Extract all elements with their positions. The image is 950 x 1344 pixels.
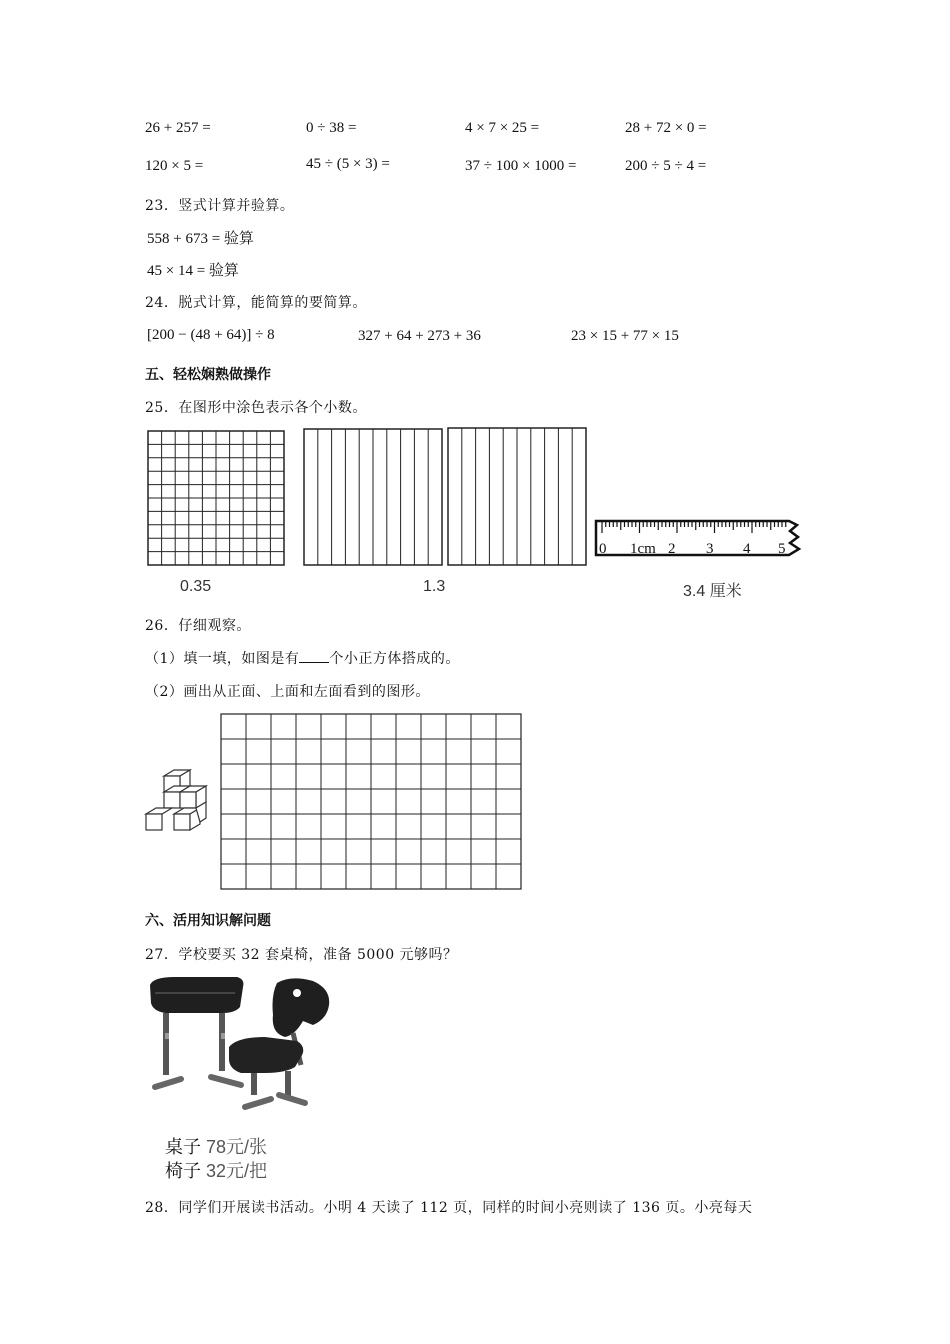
oral-calc-1-2: 0 ÷ 38 = — [306, 120, 357, 136]
oral-calc-2-1: 120 × 5 = — [145, 158, 204, 174]
label-3-4-cm: 3.4 厘米 — [683, 583, 742, 600]
ruler-tick-label-4: 4 — [743, 541, 751, 557]
ruler-tick-label-5: 5 — [778, 541, 786, 557]
tenths-strip-square-1 — [303, 428, 443, 566]
oral-calc-1-4: 28 + 72 × 0 = — [625, 120, 707, 136]
ruler-tick-label-1: 1cm — [630, 541, 656, 557]
chair-unit: 元/把 — [226, 1161, 268, 1181]
q23-item-1: 558 + 673 = 验算 — [147, 231, 254, 247]
desk-price-caption — [165, 1133, 267, 1159]
desk-price: 78 — [206, 1137, 227, 1157]
section-6-heading: 六、活用知识解问题 — [145, 913, 271, 929]
q26-part-1-prefix: （1）填一填，如图是有 — [145, 651, 300, 667]
oral-calc-2-4: 200 ÷ 5 ÷ 4 = — [625, 158, 707, 174]
chair-label: 椅子 — [165, 1161, 201, 1181]
q25-title: 25．在图形中涂色表示各个小数。 — [145, 400, 367, 416]
ruler-tick-label-0: 0 — [599, 541, 607, 557]
cube-stack-figure — [144, 768, 208, 838]
desk-chair-illustration — [145, 975, 340, 1115]
ruler — [594, 515, 808, 565]
q24-item-2: 327 + 64 + 273 + 36 — [358, 328, 481, 344]
ruler-tick-label-3: 3 — [706, 541, 714, 557]
q26-part-2: （2）画出从正面、上面和左面看到的图形。 — [145, 684, 430, 700]
desk-unit: 元/张 — [226, 1137, 268, 1157]
oral-calc-1-3: 4 × 7 × 25 = — [465, 120, 540, 136]
q23-title: 23．竖式计算并验算。 — [145, 198, 295, 214]
label-1-3: 1.3 — [423, 578, 446, 595]
q27-title: 27．学校要买 32 套桌椅，准备 5000 元够吗？ — [145, 947, 458, 963]
section-5-heading: 五、轻松娴熟做操作 — [145, 367, 271, 383]
q24-title: 24．脱式计算，能简算的要简算。 — [145, 295, 367, 311]
oral-calc-2-3: 37 ÷ 100 × 1000 = — [465, 158, 577, 174]
q26-part-1 — [145, 648, 460, 668]
desk-label: 桌子 — [165, 1137, 201, 1157]
answer-blank[interactable] — [299, 650, 329, 663]
q24-item-1: [200 − (48 + 64)] ÷ 8 — [147, 327, 275, 343]
q26-title: 26．仔细观察。 — [145, 618, 251, 634]
q26-part-1-suffix: 个小正方体搭成的。 — [329, 651, 460, 667]
drawing-grid[interactable] — [220, 713, 522, 890]
label-0-35: 0.35 — [180, 578, 212, 595]
chair-price-caption — [165, 1157, 267, 1183]
q28-title: 28．同学们开展读书活动。小明 4 天读了 112 页，同样的时间小亮则读了 136 页。小亮每天 — [145, 1200, 753, 1216]
tenths-strip-square-2 — [447, 427, 587, 566]
ruler-tick-label-2: 2 — [668, 541, 676, 557]
q23-item-2: 45 × 14 = 验算 — [147, 263, 239, 279]
oral-calc-1-1: 26 + 257 = — [145, 120, 211, 136]
chair-price: 32 — [206, 1161, 227, 1181]
hundred-grid — [147, 430, 285, 566]
q24-item-3: 23 × 15 + 77 × 15 — [571, 328, 679, 344]
oral-calc-2-2: 45 ÷ (5 × 3) = — [306, 156, 390, 172]
